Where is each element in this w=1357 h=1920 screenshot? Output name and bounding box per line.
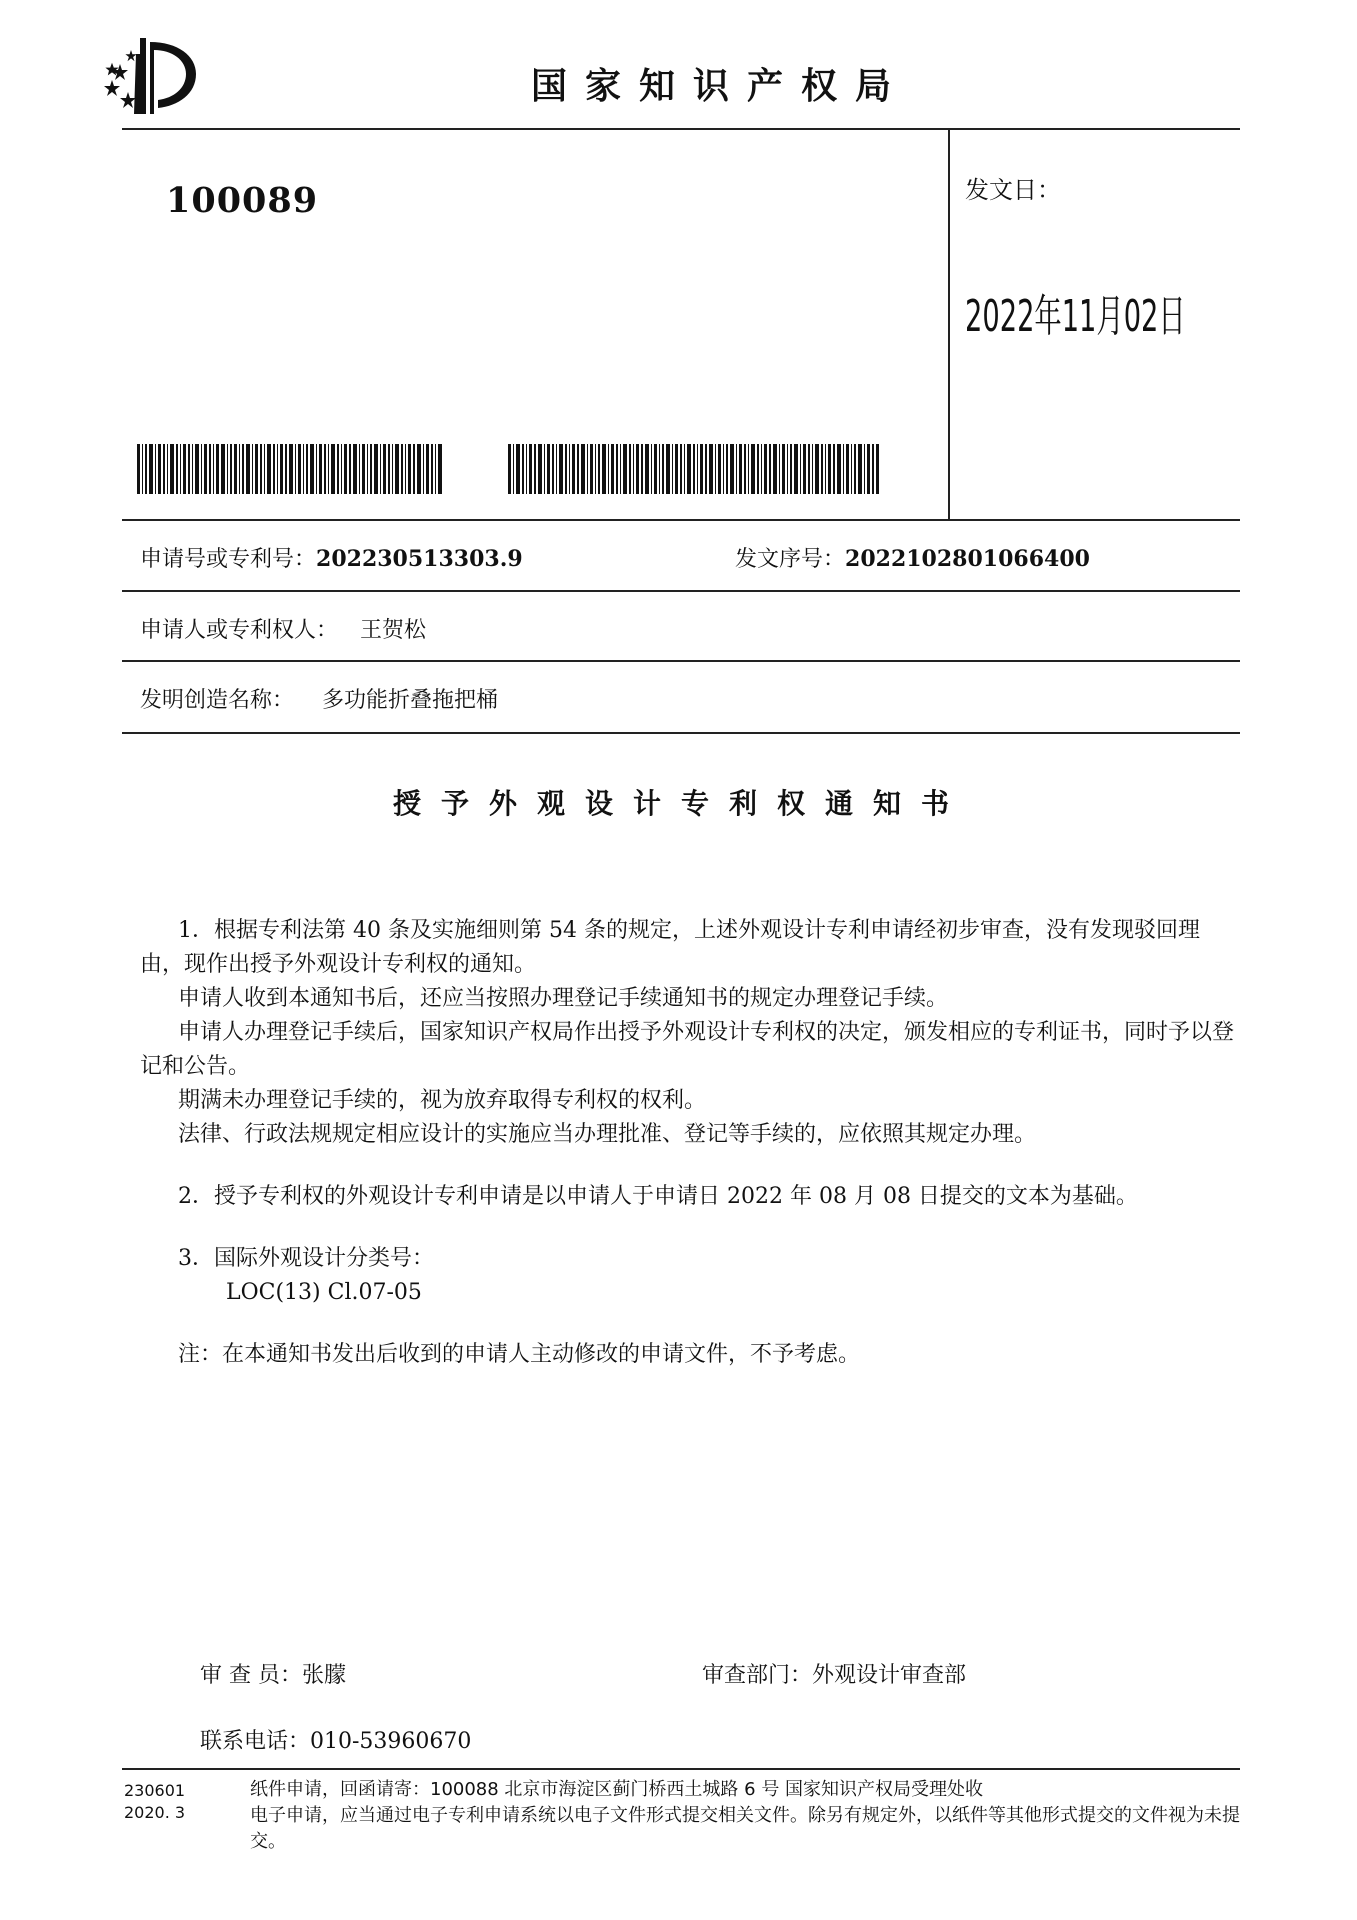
barcode-right (508, 444, 880, 494)
notice-title: 授予外观设计专利权通知书 (392, 787, 969, 820)
divider (122, 732, 1240, 734)
applicant-value: 王贺松 (360, 618, 427, 643)
applicant-row (140, 613, 426, 644)
form-code-date: 2020. 3 (124, 1803, 186, 1822)
divider (122, 660, 1240, 662)
divider (122, 590, 1240, 592)
divider (122, 1768, 1240, 1770)
examiner: 审 查 员：张朦 (200, 1663, 346, 1688)
invention-label: 发明创造名称： (140, 688, 295, 713)
notice-paragraph-4: 期满未办理登记手续的，视为放弃取得专利权的权利。 (178, 1088, 707, 1113)
footer-paper-line: 纸件申请，回函请寄：100088 北京市海淀区蓟门桥西土城路 6 号 国家知识产权局受理处收 (250, 1779, 984, 1800)
notice-paragraph-3: 申请人办理登记手续后，国家知识产权局作出授予外观设计专利权的决定，颁发相应的专利证书，同时予以登记和公告。 (140, 1020, 1235, 1079)
form-code (124, 1780, 185, 1824)
postcode: 100089 (166, 180, 319, 221)
cnipa-logo-icon (100, 34, 210, 116)
invention-row (140, 683, 498, 714)
notice-paragraph-7: 3．国际外观设计分类号： (178, 1246, 434, 1271)
applicant-label: 申请人或专利权人： (140, 618, 339, 643)
department: 审查部门：外观设计审查部 (702, 1663, 967, 1688)
barcode-left (137, 444, 444, 494)
form-code-number: 230601 (124, 1781, 186, 1800)
date-label: 发文日： (965, 176, 1061, 204)
footer-electronic-line: 电子申请，应当通过电子专利申请系统以电子文件形式提交相关文件。除另有规定外，以纸件等其他形式提交的文件视为未提交。 (250, 1805, 1240, 1852)
contact-phone: 联系电话：010-53960670 (200, 1729, 472, 1754)
notice-paragraph-1: 1．根据专利法第 40 条及实施细则第 54 条的规定，上述外观设计专利申请经初步审查，没有发现驳回理由，现作出授予外观设计专利权的通知。 (140, 918, 1200, 977)
notice-paragraph-6: 2．授予专利权的外观设计专利申请是以申请人于申请日 2022 年 08 月 08 日提交的文本为基础。 (178, 1184, 1138, 1209)
serial-number-value: 2022102801066400 (845, 546, 1090, 572)
notice-note: 注：在本通知书发出后收到的申请人主动修改的申请文件，不予考虑。 (178, 1342, 861, 1367)
office-name: 国家知识产权局 (530, 66, 909, 107)
divider (122, 128, 1240, 130)
application-number-label: 申请号或专利号： (140, 547, 317, 572)
application-number-value: 202230513303.9 (316, 546, 523, 572)
divider (122, 519, 1240, 521)
notice-body (140, 914, 1240, 1372)
serial-number-row (735, 542, 1090, 573)
invention-value: 多功能折叠拖把桶 (322, 688, 499, 713)
date-value: 2022年11月02日 (965, 291, 1186, 342)
serial-number-label: 发文序号： (735, 547, 846, 572)
notice-paragraph-5: 法律、行政法规规定相应设计的实施应当办理批准、登记等手续的，应依照其规定办理。 (178, 1122, 1037, 1147)
footer-instructions (250, 1777, 1240, 1855)
notice-paragraph-2: 申请人收到本通知书后，还应当按照办理登记手续通知书的规定办理登记手续。 (178, 986, 949, 1011)
vertical-divider (948, 129, 950, 519)
application-number-row (140, 542, 523, 573)
classification-code: LOC(13) Cl.07-05 (226, 1280, 422, 1305)
